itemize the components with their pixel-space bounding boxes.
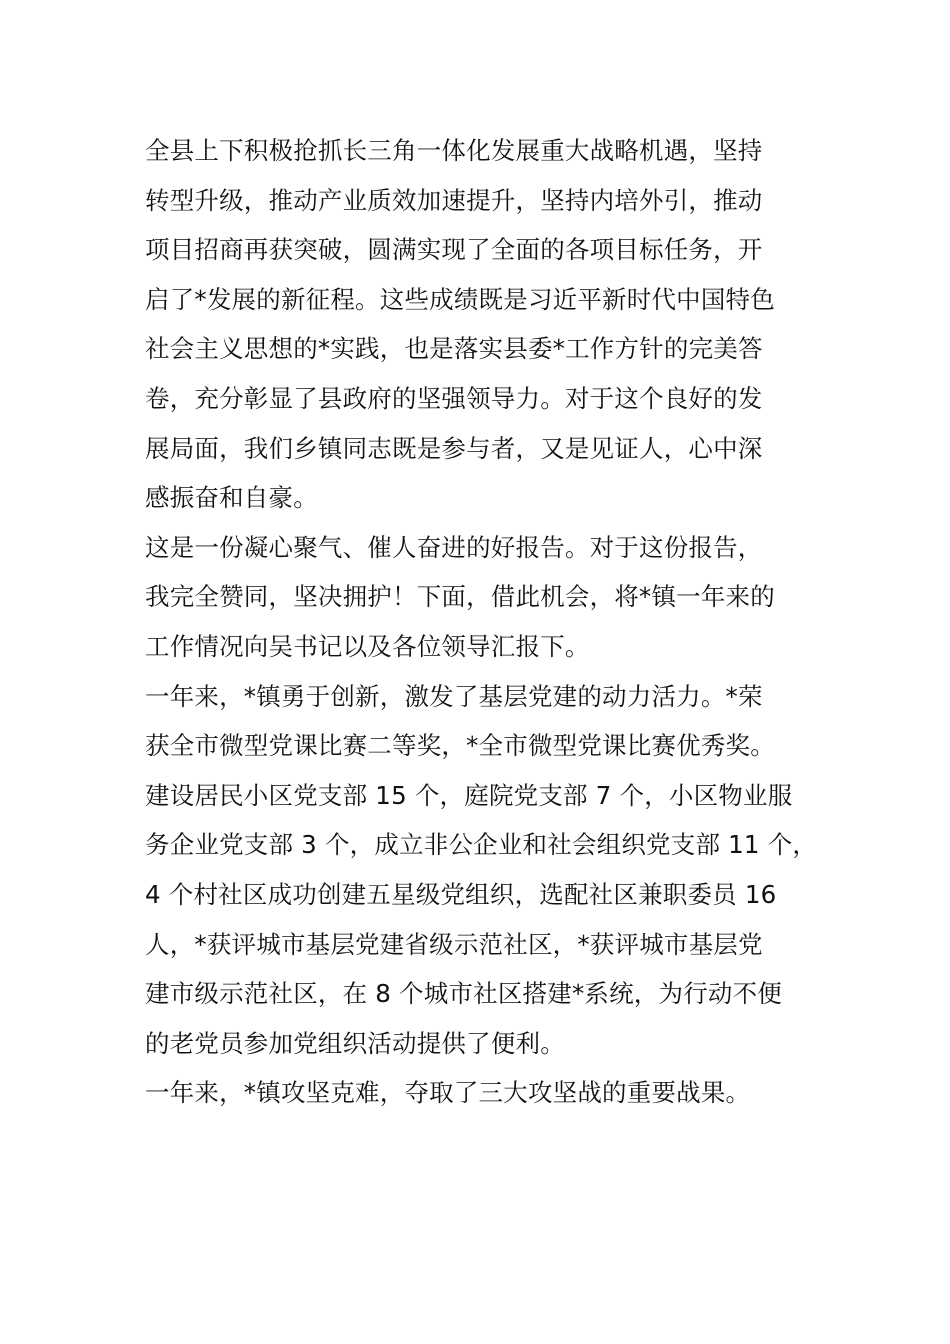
text-line: 感振奋和自豪。 (145, 483, 318, 513)
text-line: 人，*获评城市基层党建省级示范社区，*获评城市基层党 (145, 929, 763, 959)
text-line: 4 个村社区成功创建五星级党组织，选配社区兼职委员 16 (145, 879, 777, 909)
text-line: 这是一份凝心聚气、催人奋进的好报告。对于这份报告， (145, 532, 763, 562)
paragraph-county-development (145, 126, 835, 523)
text-line: 展局面，我们乡镇同志既是参与者，又是见证人，心中深 (145, 433, 763, 463)
text-line: 全县上下积极抢抓长三角一体化发展重大战略机遇，坚持 (145, 136, 763, 165)
text-line: 务企业党支部 3 个，成立非公企业和社会组织党支部 11 个， (145, 830, 818, 860)
text-line: 转型升级，推动产业质效加速提升，坚持内培外引，推动 (145, 185, 763, 215)
paragraph-party-building (145, 672, 835, 1069)
text-line: 建市级示范社区，在 8 个城市社区搭建*系统，为行动不便 (145, 979, 783, 1009)
text-line: 获全市微型党课比赛二等奖，*全市微型党课比赛优秀奖。 (145, 731, 775, 761)
text-line: 社会主义思想的*实践，也是落实县委*工作方针的完美答 (145, 334, 763, 364)
text-line: 启了*发展的新征程。这些成绩既是习近平新时代中国特色 (145, 284, 775, 314)
text-line: 卷，充分彰显了县政府的坚强领导力。对于这个良好的发 (145, 383, 763, 413)
text-line: 我完全赞同，坚决拥护！下面，借此机会，将*镇一年来的 (145, 582, 775, 612)
text-line: 建设居民小区党支部 15 个，庭院党支部 7 个，小区物业服 (145, 780, 793, 810)
text-line: 工作情况向吴书记以及各位领导汇报下。 (145, 631, 590, 661)
text-line: 项目招商再获突破，圆满实现了全面的各项目标任务，开 (145, 235, 763, 265)
paragraph-tough-battles (145, 1068, 835, 1118)
paragraph-report-endorsement (145, 523, 835, 672)
document-body (145, 126, 835, 1118)
text-line: 的老党员参加党组织活动提供了便利。 (145, 1028, 565, 1058)
text-line: 一年来，*镇勇于创新，激发了基层党建的动力活力。*荣 (145, 681, 763, 711)
text-line: 一年来，*镇攻坚克难，夺取了三大攻坚战的重要战果。 (145, 1078, 751, 1108)
